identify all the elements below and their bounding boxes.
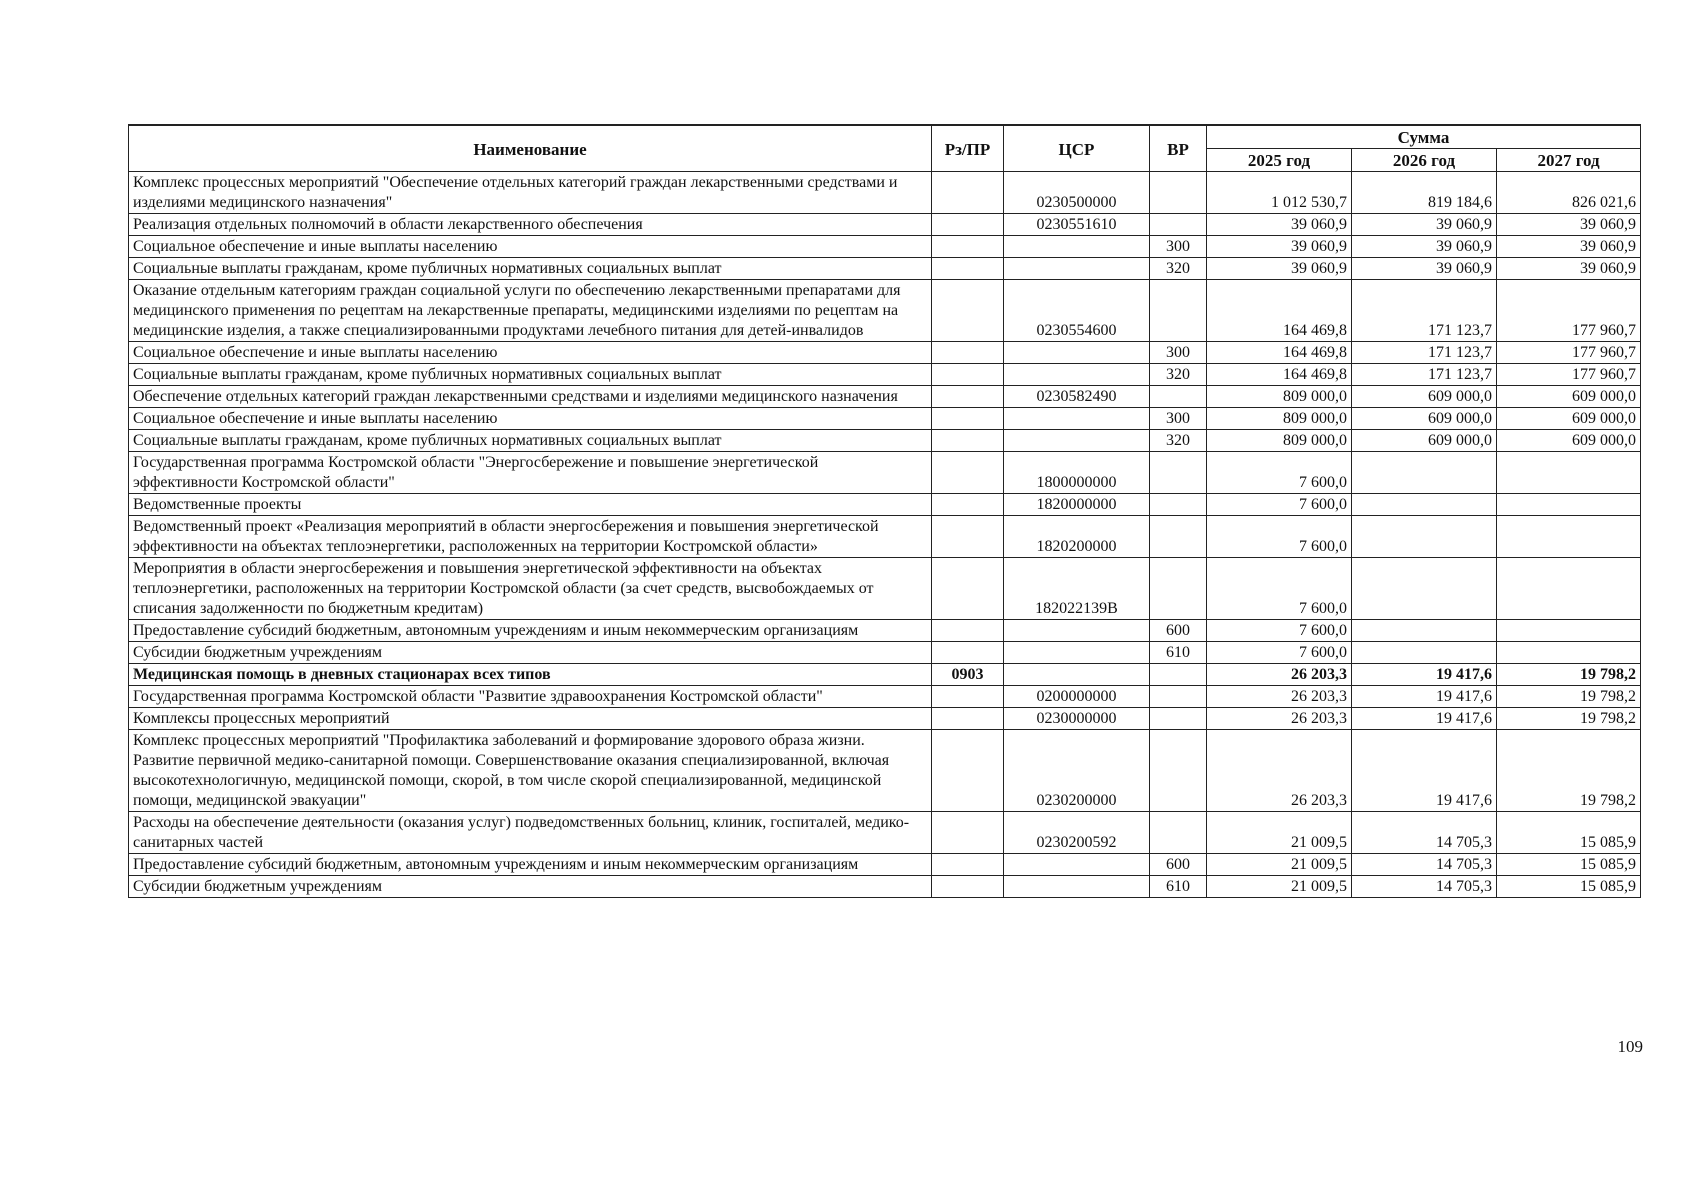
cell-2026: 609 000,0 (1352, 408, 1497, 430)
cell-2025: 809 000,0 (1207, 430, 1352, 452)
header-year-2027: 2027 год (1497, 149, 1641, 172)
header-name: Наименование (129, 125, 932, 172)
cell-vr: 610 (1150, 642, 1207, 664)
cell-vr (1150, 214, 1207, 236)
cell-2025: 7 600,0 (1207, 620, 1352, 642)
table-row (129, 408, 1641, 430)
cell-2025: 164 469,8 (1207, 364, 1352, 386)
table-row (129, 686, 1641, 708)
cell-name: Мероприятия в области энергосбережения и повышения энергетической эффективности на объектах теплоэнергетики, расположенных на территории Костромской области (за счет средств, высвобождаемых от списания задолженности по бюджетным кредитам) (129, 558, 932, 620)
cell-name: Комплекс процессных мероприятий "Профилактика заболеваний и формирование здорового образа жизни. Развитие первичной медико-санитарной помощи. Совершенствование оказания специализированной, включая высокотехнологичную, медицинской помощи, скорой, в том числе скорой специализированной, медицинской помощи, медицинской эвакуации" (129, 730, 932, 812)
cell-2027: 19 798,2 (1497, 708, 1641, 730)
cell-2025: 26 203,3 (1207, 686, 1352, 708)
cell-name: Реализация отдельных полномочий в области лекарственного обеспечения (129, 214, 932, 236)
cell-2026: 171 123,7 (1352, 364, 1497, 386)
cell-vr: 300 (1150, 408, 1207, 430)
cell-2025: 164 469,8 (1207, 280, 1352, 342)
cell-2025: 7 600,0 (1207, 642, 1352, 664)
cell-vr (1150, 386, 1207, 408)
cell-rz-pr (932, 642, 1004, 664)
cell-2025: 21 009,5 (1207, 876, 1352, 898)
table-row (129, 236, 1641, 258)
cell-2026 (1352, 558, 1497, 620)
cell-2026 (1352, 516, 1497, 558)
table-header (129, 125, 1641, 172)
cell-2026: 19 417,6 (1352, 664, 1497, 686)
cell-2025: 7 600,0 (1207, 558, 1352, 620)
cell-name: Ведомственный проект «Реализация мероприятий в области энергосбережения и повышения энергетической эффективности на объектах теплоэнергетики, расположенных на территории Костромской области» (129, 516, 932, 558)
cell-rz-pr (932, 516, 1004, 558)
cell-rz-pr (932, 686, 1004, 708)
cell-vr (1150, 812, 1207, 854)
cell-2027 (1497, 558, 1641, 620)
table-row (129, 280, 1641, 342)
cell-2026: 19 417,6 (1352, 730, 1497, 812)
table-row (129, 494, 1641, 516)
cell-2027: 15 085,9 (1497, 854, 1641, 876)
table-row (129, 558, 1641, 620)
cell-2026: 819 184,6 (1352, 172, 1497, 214)
cell-csr: 0230500000 (1004, 172, 1150, 214)
cell-name: Комплекс процессных мероприятий "Обеспечение отдельных категорий граждан лекарственными средствами и изделиями медицинского назначения" (129, 172, 932, 214)
cell-csr (1004, 664, 1150, 686)
cell-csr: 0230000000 (1004, 708, 1150, 730)
cell-2026: 19 417,6 (1352, 686, 1497, 708)
cell-name: Субсидии бюджетным учреждениям (129, 876, 932, 898)
budget-table-sheet (128, 124, 1640, 898)
cell-csr (1004, 430, 1150, 452)
page-number: 109 (1617, 1037, 1643, 1056)
cell-vr (1150, 558, 1207, 620)
cell-rz-pr (932, 236, 1004, 258)
header-csr: ЦСР (1004, 125, 1150, 172)
cell-csr: 0230200000 (1004, 730, 1150, 812)
cell-2025: 39 060,9 (1207, 214, 1352, 236)
cell-2026: 609 000,0 (1352, 386, 1497, 408)
cell-2027 (1497, 452, 1641, 494)
cell-csr: 0200000000 (1004, 686, 1150, 708)
header-vr: ВР (1150, 125, 1207, 172)
cell-name: Социальное обеспечение и иные выплаты населению (129, 236, 932, 258)
cell-2027: 39 060,9 (1497, 214, 1641, 236)
cell-2026: 19 417,6 (1352, 708, 1497, 730)
cell-rz-pr (932, 730, 1004, 812)
cell-name: Ведомственные проекты (129, 494, 932, 516)
cell-2027: 39 060,9 (1497, 236, 1641, 258)
cell-2027 (1497, 620, 1641, 642)
cell-2025: 26 203,3 (1207, 664, 1352, 686)
cell-rz-pr (932, 876, 1004, 898)
cell-csr (1004, 642, 1150, 664)
cell-2025: 164 469,8 (1207, 342, 1352, 364)
cell-rz-pr (932, 386, 1004, 408)
cell-rz-pr (932, 172, 1004, 214)
cell-vr (1150, 494, 1207, 516)
cell-2026: 39 060,9 (1352, 236, 1497, 258)
cell-2027 (1497, 494, 1641, 516)
cell-rz-pr (932, 620, 1004, 642)
table-row (129, 664, 1641, 686)
cell-2027: 19 798,2 (1497, 686, 1641, 708)
cell-2026 (1352, 620, 1497, 642)
cell-2027: 177 960,7 (1497, 364, 1641, 386)
cell-name: Социальные выплаты гражданам, кроме публичных нормативных социальных выплат (129, 430, 932, 452)
header-sum: Сумма (1207, 125, 1641, 149)
cell-rz-pr (932, 430, 1004, 452)
cell-rz-pr (932, 494, 1004, 516)
cell-rz-pr (932, 214, 1004, 236)
cell-2026: 39 060,9 (1352, 214, 1497, 236)
cell-csr: 0230551610 (1004, 214, 1150, 236)
table-row (129, 812, 1641, 854)
cell-csr (1004, 408, 1150, 430)
cell-name: Социальное обеспечение и иные выплаты населению (129, 408, 932, 430)
cell-2025: 21 009,5 (1207, 812, 1352, 854)
cell-name: Расходы на обеспечение деятельности (оказания услуг) подведомственных больниц, клиник, госпиталей, медико-санитарных частей (129, 812, 932, 854)
cell-2025: 26 203,3 (1207, 708, 1352, 730)
table-row (129, 386, 1641, 408)
cell-2027: 19 798,2 (1497, 730, 1641, 812)
cell-2027 (1497, 642, 1641, 664)
cell-vr (1150, 172, 1207, 214)
cell-2027: 15 085,9 (1497, 876, 1641, 898)
cell-vr: 320 (1150, 364, 1207, 386)
table-row (129, 730, 1641, 812)
table-row (129, 876, 1641, 898)
cell-vr (1150, 452, 1207, 494)
cell-2027: 39 060,9 (1497, 258, 1641, 280)
cell-csr (1004, 342, 1150, 364)
cell-csr: 1820200000 (1004, 516, 1150, 558)
cell-2026: 14 705,3 (1352, 876, 1497, 898)
table-row (129, 342, 1641, 364)
header-rz-pr: Рз/ПР (932, 125, 1004, 172)
cell-name: Социальные выплаты гражданам, кроме публичных нормативных социальных выплат (129, 258, 932, 280)
cell-2025: 39 060,9 (1207, 258, 1352, 280)
cell-2026: 171 123,7 (1352, 280, 1497, 342)
cell-2027: 826 021,6 (1497, 172, 1641, 214)
cell-name: Обеспечение отдельных категорий граждан лекарственными средствами и изделиями медицинского назначения (129, 386, 932, 408)
header-year-2025: 2025 год (1207, 149, 1352, 172)
cell-vr (1150, 730, 1207, 812)
cell-csr: 0230582490 (1004, 386, 1150, 408)
cell-2026 (1352, 642, 1497, 664)
cell-2026: 39 060,9 (1352, 258, 1497, 280)
header-year-2026: 2026 год (1352, 149, 1497, 172)
cell-rz-pr (932, 558, 1004, 620)
cell-rz-pr (932, 812, 1004, 854)
cell-2026: 609 000,0 (1352, 430, 1497, 452)
cell-2025: 809 000,0 (1207, 408, 1352, 430)
cell-csr: 0230554600 (1004, 280, 1150, 342)
cell-csr (1004, 876, 1150, 898)
cell-name: Комплексы процессных мероприятий (129, 708, 932, 730)
cell-2027: 609 000,0 (1497, 386, 1641, 408)
cell-csr (1004, 364, 1150, 386)
table-row (129, 516, 1641, 558)
table-row (129, 214, 1641, 236)
cell-name: Государственная программа Костромской области "Энергосбережение и повышение энергетической эффективности Костромской области" (129, 452, 932, 494)
cell-name: Предоставление субсидий бюджетным, автономным учреждениям и иным некоммерческим организациям (129, 854, 932, 876)
table-row (129, 364, 1641, 386)
cell-csr (1004, 236, 1150, 258)
cell-vr (1150, 664, 1207, 686)
cell-name: Оказание отдельным категориям граждан социальной услуги по обеспечению лекарственными препаратами для медицинского применения по рецептам на лекарственные препараты, медицинскими изделиями по рецептам на медицинские изделия, а также специализированными продуктами лечебного питания для детей-инвалидов (129, 280, 932, 342)
cell-name: Социальные выплаты гражданам, кроме публичных нормативных социальных выплат (129, 364, 932, 386)
cell-2027: 177 960,7 (1497, 280, 1641, 342)
cell-2025: 39 060,9 (1207, 236, 1352, 258)
cell-2026 (1352, 452, 1497, 494)
table-body (129, 172, 1641, 898)
cell-2026: 14 705,3 (1352, 854, 1497, 876)
cell-csr: 1800000000 (1004, 452, 1150, 494)
cell-rz-pr (932, 452, 1004, 494)
cell-csr (1004, 854, 1150, 876)
cell-csr (1004, 258, 1150, 280)
cell-2025: 809 000,0 (1207, 386, 1352, 408)
cell-2025: 7 600,0 (1207, 516, 1352, 558)
table-row (129, 172, 1641, 214)
cell-vr: 320 (1150, 258, 1207, 280)
cell-vr (1150, 280, 1207, 342)
cell-vr (1150, 516, 1207, 558)
cell-name: Государственная программа Костромской области "Развитие здравоохранения Костромской области" (129, 686, 932, 708)
table-row (129, 430, 1641, 452)
cell-vr: 610 (1150, 876, 1207, 898)
cell-vr: 300 (1150, 236, 1207, 258)
cell-name: Медицинская помощь в дневных стационарах всех типов (129, 664, 932, 686)
cell-csr (1004, 620, 1150, 642)
cell-2026: 171 123,7 (1352, 342, 1497, 364)
cell-vr: 600 (1150, 854, 1207, 876)
cell-rz-pr (932, 258, 1004, 280)
cell-rz-pr (932, 854, 1004, 876)
cell-name: Субсидии бюджетным учреждениям (129, 642, 932, 664)
cell-2027: 609 000,0 (1497, 430, 1641, 452)
table-row (129, 854, 1641, 876)
cell-csr: 0230200592 (1004, 812, 1150, 854)
cell-2027 (1497, 516, 1641, 558)
cell-vr: 600 (1150, 620, 1207, 642)
cell-rz-pr (932, 280, 1004, 342)
table-row (129, 708, 1641, 730)
cell-csr: 182022139В (1004, 558, 1150, 620)
cell-vr: 300 (1150, 342, 1207, 364)
cell-name: Предоставление субсидий бюджетным, автономным учреждениям и иным некоммерческим организациям (129, 620, 932, 642)
cell-name: Социальное обеспечение и иные выплаты населению (129, 342, 932, 364)
cell-2027: 609 000,0 (1497, 408, 1641, 430)
budget-table (128, 124, 1641, 898)
cell-2027: 177 960,7 (1497, 342, 1641, 364)
cell-vr (1150, 708, 1207, 730)
cell-vr: 320 (1150, 430, 1207, 452)
table-row (129, 642, 1641, 664)
cell-rz-pr: 0903 (932, 664, 1004, 686)
cell-2025: 21 009,5 (1207, 854, 1352, 876)
table-row (129, 258, 1641, 280)
table-row (129, 452, 1641, 494)
cell-rz-pr (932, 408, 1004, 430)
cell-rz-pr (932, 342, 1004, 364)
cell-2026 (1352, 494, 1497, 516)
cell-2027: 19 798,2 (1497, 664, 1641, 686)
cell-vr (1150, 686, 1207, 708)
cell-rz-pr (932, 364, 1004, 386)
cell-2025: 7 600,0 (1207, 494, 1352, 516)
cell-2025: 26 203,3 (1207, 730, 1352, 812)
cell-csr: 1820000000 (1004, 494, 1150, 516)
cell-rz-pr (932, 708, 1004, 730)
cell-2027: 15 085,9 (1497, 812, 1641, 854)
cell-2026: 14 705,3 (1352, 812, 1497, 854)
cell-2025: 1 012 530,7 (1207, 172, 1352, 214)
cell-2025: 7 600,0 (1207, 452, 1352, 494)
table-row (129, 620, 1641, 642)
